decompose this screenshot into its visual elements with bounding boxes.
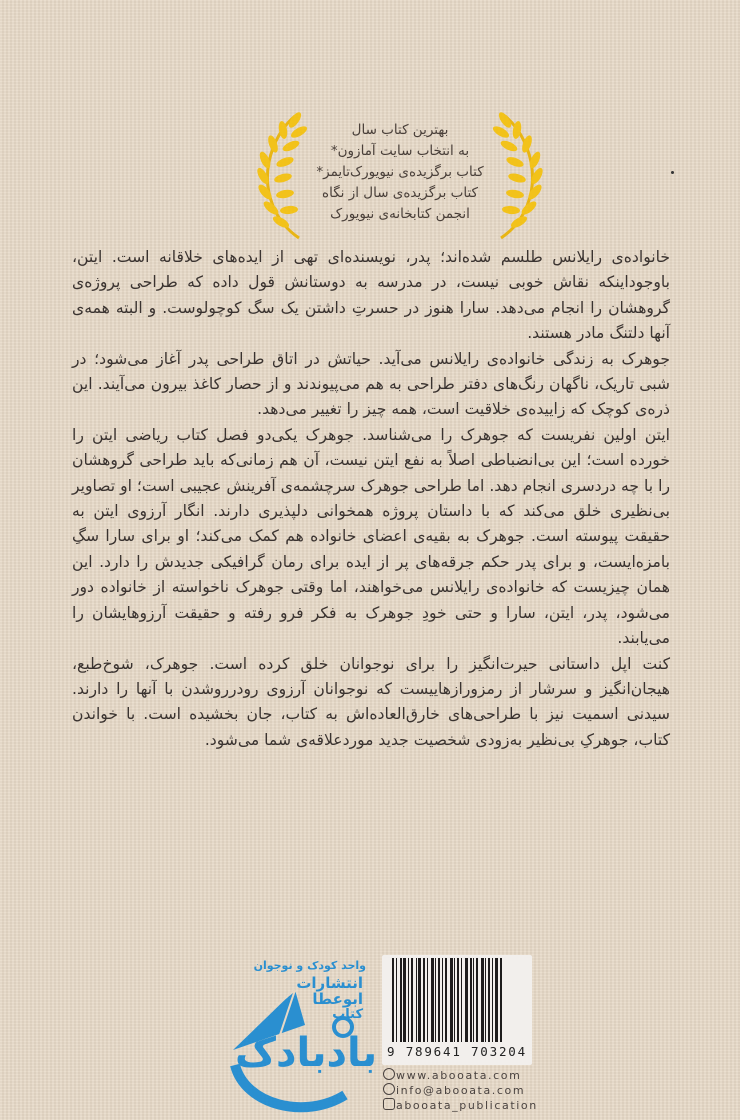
synopsis-paragraph: جوهرک به زندگی خانواده‌ی رایلانس می‌آید. حیاتش در اتاق طراحی پدر آغاز می‌شود؛ در شبی تاریک، ناگهان رنگ‌های دفتر طراحی به هم می‌پیوندند و از حصار کاغذ بیرون می‌آیند. این ذره‌ی کوچک که زاییده‌ی خلاقیت است، همه چیز را تغییر می‌دهد. (72, 349, 670, 419)
award-line: کتاب برگزیده‌ی سال از نگاه (322, 185, 478, 201)
publisher-logo (225, 955, 378, 1115)
back-cover-footer (225, 955, 538, 1120)
publisher-contacts (383, 1068, 538, 1113)
instagram-link[interactable] (383, 1098, 538, 1113)
book-synopsis (72, 245, 670, 753)
award-line: بهترین کتاب سال (351, 122, 449, 138)
synopsis-paragraph: کنت اپل داستانی حیرت‌انگیز را برای نوجوانان خلق کرده است. جوهرک، شوخ‌طبع، هیجان‌انگیز و سرشار از رمزورازهاییست که نوجوانان آرزوی رودرروشدن با آنها را دارند. سیدنی اسمیت نیز با طراحی‌های خارق‌العاده‌اش به کتاب، جان بخشیده است. با خواندن کتاب، جوهرکِ بی‌نظیر به‌زودی شخصیت جدید موردعلاقه‌ی شما می‌شود. (72, 654, 670, 749)
award-badge (255, 112, 545, 242)
publisher-name-line: کتاب (332, 1007, 363, 1022)
award-line: کتاب برگزیده‌ی نیویورک‌تایمز* (316, 164, 484, 180)
laurel-right-icon (490, 112, 545, 242)
publisher-name-line: ابوعطا (312, 990, 363, 1008)
ink-speck (671, 171, 674, 174)
at-sign-icon (383, 1083, 395, 1095)
synopsis-paragraph: ایتن اولین نفریست که جوهرک را می‌شناسد. جوهرک یکی‌دو فصل کتاب ریاضی ایتن را خورده است؛ این بی‌انضباطی اصلاً به نفع ایتن نیست، آن هم زمانی‌که باید طراحی گروهشان را با چه دردسری انجام دهد. اما طراحی جوهرک سرچشمه‌ی آفرینش عجیبی است؛ او تصاویر بی‌نظیری خلق می‌کند که با داستان پروژه همخوانی دلپذیری دارند. انگار آرزوی ایتن به حقیقت پیوسته است. جوهرک به بقیه‌ی اعضای خانواده هم کمک می‌کند؛ او برای سارا سگِ بامزه‌ایست، و برای پدر حکم جرقه‌های پر از ایده برای رمان گرافیکی جدیدش را دارد. این همان چیزیست که خانواده‌ی رایلانس می‌خواهند، اما وقتی جوهرک ناخواسته از خانواده دور می‌شود، پدر، ایتن، سارا و حتی خودِ جوهرک به فکر فرو رفته و حقیقت آرزوهایشان را می‌یابند. (72, 425, 670, 648)
publisher-name (296, 975, 363, 1023)
instagram-icon (383, 1098, 395, 1110)
globe-icon (383, 1068, 395, 1080)
email-link[interactable] (383, 1083, 538, 1098)
award-line: به انتخاب سایت آمازون* (330, 143, 470, 159)
instagram-text: abooata_publication (396, 1099, 538, 1112)
synopsis-paragraph: خانواده‌ی رایلانس طلسم شده‌اند؛ پدر، نویسنده‌ای تهی از ایده‌های خلاقانه است. ایتن، باوجوداینکه نقاش خوبی نیست، در مدرسه به دوستانش قول داده که طراحی پروژه‌ی گروهشان را انجام می‌دهد. سارا هنوز در حسرتِ داشتن یک سگ کوچولوست. و البته همه‌ی آنها دلتنگ مادر هستند. (72, 248, 670, 343)
award-line: انجمن کتابخانه‌ی نیویورک (330, 206, 470, 222)
barcode-bars (392, 958, 520, 1042)
website-text: www.abooata.com (396, 1069, 522, 1082)
award-text (310, 120, 490, 225)
publisher-name-line: انتشارات (296, 974, 363, 992)
website-link[interactable] (383, 1068, 538, 1083)
isbn-number: 9 789641 703204 (387, 1044, 527, 1059)
publisher-brand: بادبادک (235, 1030, 378, 1076)
laurel-left-icon (255, 112, 310, 242)
isbn-barcode (382, 955, 532, 1065)
email-text: info@abooata.com (396, 1084, 526, 1097)
publisher-division: واحد کودک و نوجوان (253, 959, 366, 972)
